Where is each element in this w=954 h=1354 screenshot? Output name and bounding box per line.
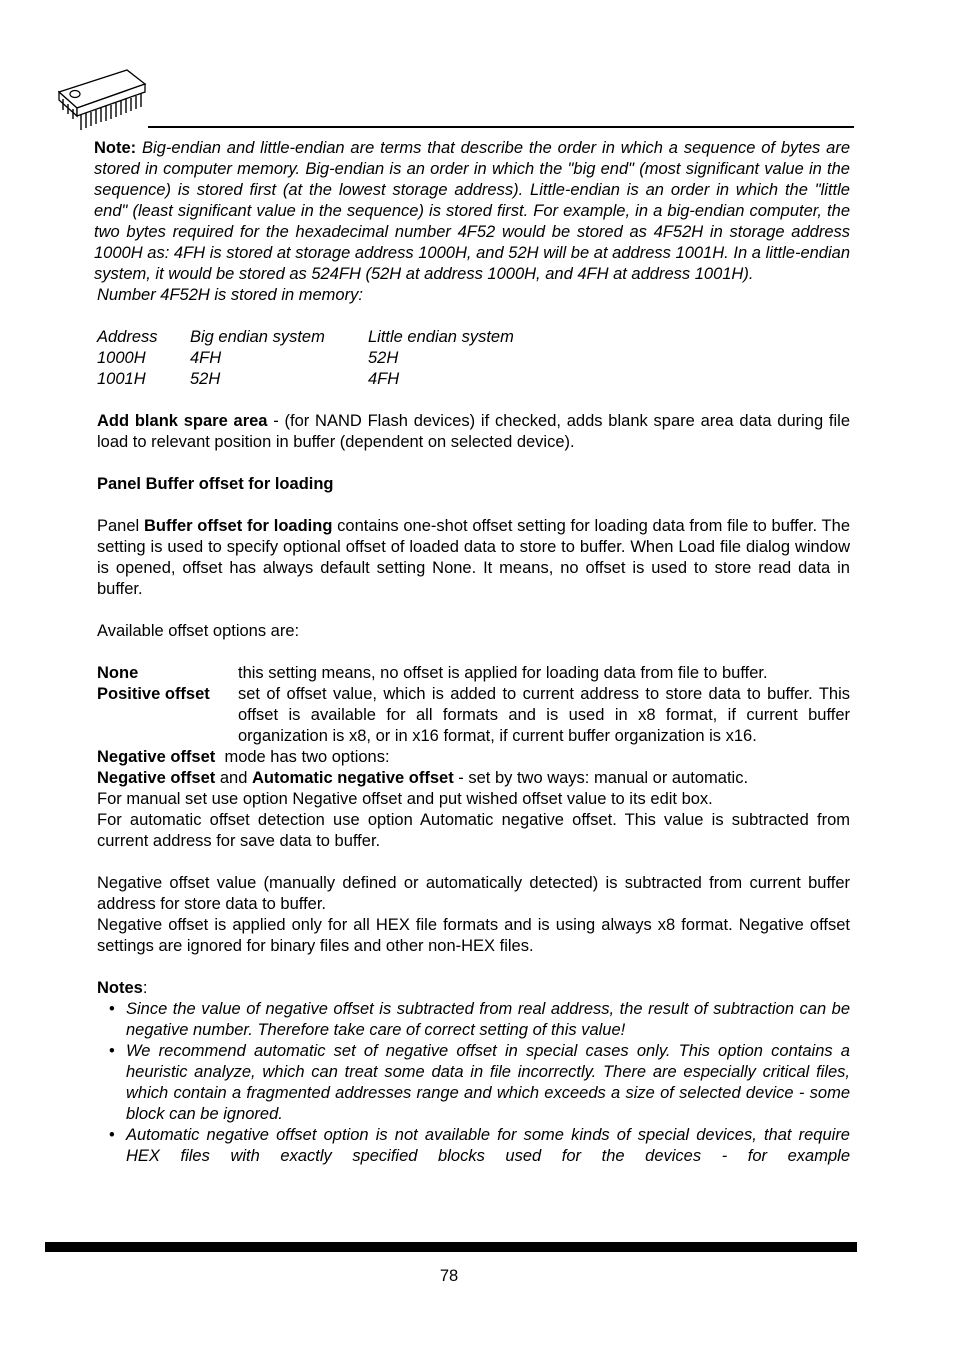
table-cell: 4FH (368, 370, 400, 388)
header-rule (148, 126, 854, 128)
notes-list (97, 999, 850, 1167)
table-row (97, 369, 514, 390)
negative-text: mode has two options: (215, 748, 390, 766)
negative-options-line (97, 768, 850, 789)
endian-note (94, 138, 850, 285)
table-row (97, 348, 514, 369)
panel-pre: Panel (97, 517, 144, 535)
option-key: Positive offset (97, 685, 210, 703)
table-cell: 52H (190, 370, 221, 388)
table-header-row (97, 327, 514, 348)
negative-bold-1: Negative offset (97, 769, 216, 787)
table-header: Little endian system (368, 328, 514, 346)
table-cell: 1001H (97, 370, 146, 388)
note-label: Note: (94, 139, 137, 157)
option-value: set of offset value, which is added to current address to store data to buffer. This offset is available for all formats and is used in x8 format, if current buffer organization is x8, or in x16 format, if current buffer organization is x16. (238, 685, 850, 745)
memory-line: Number 4F52H is stored in memory: (97, 286, 363, 304)
note-text: Big-endian and little-endian are terms that describe the order in which a sequence of bytes are stored in computer memory. Big-endian is an order in which the "big end" (most significant value in the sequence) is stored first (at the lowest storage address). Little-endian is an order in which the "little end" (least significant value in the sequence) is stored first. For example, in a big-endian computer, the two bytes required for the hexadecimal number 4F52 would be stored as 4F52H in storage address 1000H as: 4FH is stored at storage address 1000H, and 52H will be at address 1001H. In a little-endian system, it would be stored as 524FH (52H at address 1000H, and 4FH at address 1001H). (94, 139, 850, 283)
add-blank-paragraph (97, 411, 850, 453)
panel-bold: Buffer offset for loading (143, 517, 333, 535)
negative-and: and (215, 769, 252, 787)
table-header: Address (97, 328, 158, 346)
panel-paragraph (97, 516, 850, 600)
negative-offset-line (97, 747, 850, 768)
table-cell: 1000H (97, 349, 146, 367)
add-blank-label: Add blank spare area (97, 412, 268, 430)
option-key: None (97, 664, 139, 682)
negative-paragraph-1: Negative offset value (manually defined or automatically detected) is subtracted from current buffer address for store data to buffer. (97, 874, 850, 913)
automatic-line: For automatic offset detection use option Automatic negative offset. This value is subtracted from current address for save data to buffer. (97, 811, 850, 850)
option-none (97, 663, 850, 684)
chip-logo-icon (55, 64, 150, 136)
list-item: • Since the value of negative offset is subtracted from real address, the result of subtraction can be negative number. Therefore take care of correct setting of this value! (97, 999, 850, 1041)
add-blank-text: - (for NAND Flash devices) if checked, adds blank spare area data during file load to relevant position in buffer (dependent on selected device). (97, 412, 850, 451)
table-cell: 4FH (190, 349, 222, 367)
manual-line: For manual set use option Negative offset and put wished offset value to its edit box. (97, 790, 713, 808)
list-item: • Automatic negative offset option is not available for some kinds of special devices, that require HEX files with exactly specified blocks used for the devices - for example (97, 1125, 850, 1167)
list-item: • We recommend automatic set of negative offset in special cases only. This option contains a heuristic analyze, which can treat some data in file incorrectly. There are especially critical files, which contain a fragmented addresses range and which exceeds a size of selected device - some block can be ignored. (97, 1041, 850, 1125)
negative-label: Negative offset (97, 748, 216, 766)
table-cell: 52H (368, 349, 399, 367)
footer-rule (45, 1242, 857, 1252)
notes-colon: : (142, 979, 148, 997)
endian-table (97, 327, 514, 390)
option-positive (97, 684, 850, 747)
negative-paragraph-2: Negative offset is applied only for all HEX file formats and is using always x8 format. Negative offset settings are ignored for binary files and other non-HEX files. (97, 916, 850, 955)
panel-heading: Panel Buffer offset for loading (97, 475, 334, 493)
option-value: this setting means, no offset is applied for loading data from file to buffer. (238, 664, 768, 682)
negative-bold-2: Automatic negative offset (251, 769, 454, 787)
page-content (94, 138, 850, 1167)
page-number: 78 (439, 1267, 459, 1285)
available-line: Available offset options are: (97, 622, 300, 640)
notes-heading (97, 978, 850, 999)
panel-post: contains one-shot offset setting for loading data from file to buffer. The setting is used to specify optional offset of loaded data to store to buffer. When Load file dialog window is opened, offset has always default setting None. It means, no offset is used to store read data in buffer. (97, 517, 850, 598)
negative-rest: - set by two ways: manual or automatic. (453, 769, 749, 787)
table-header: Big endian system (190, 328, 325, 346)
notes-label: Notes (97, 979, 143, 997)
